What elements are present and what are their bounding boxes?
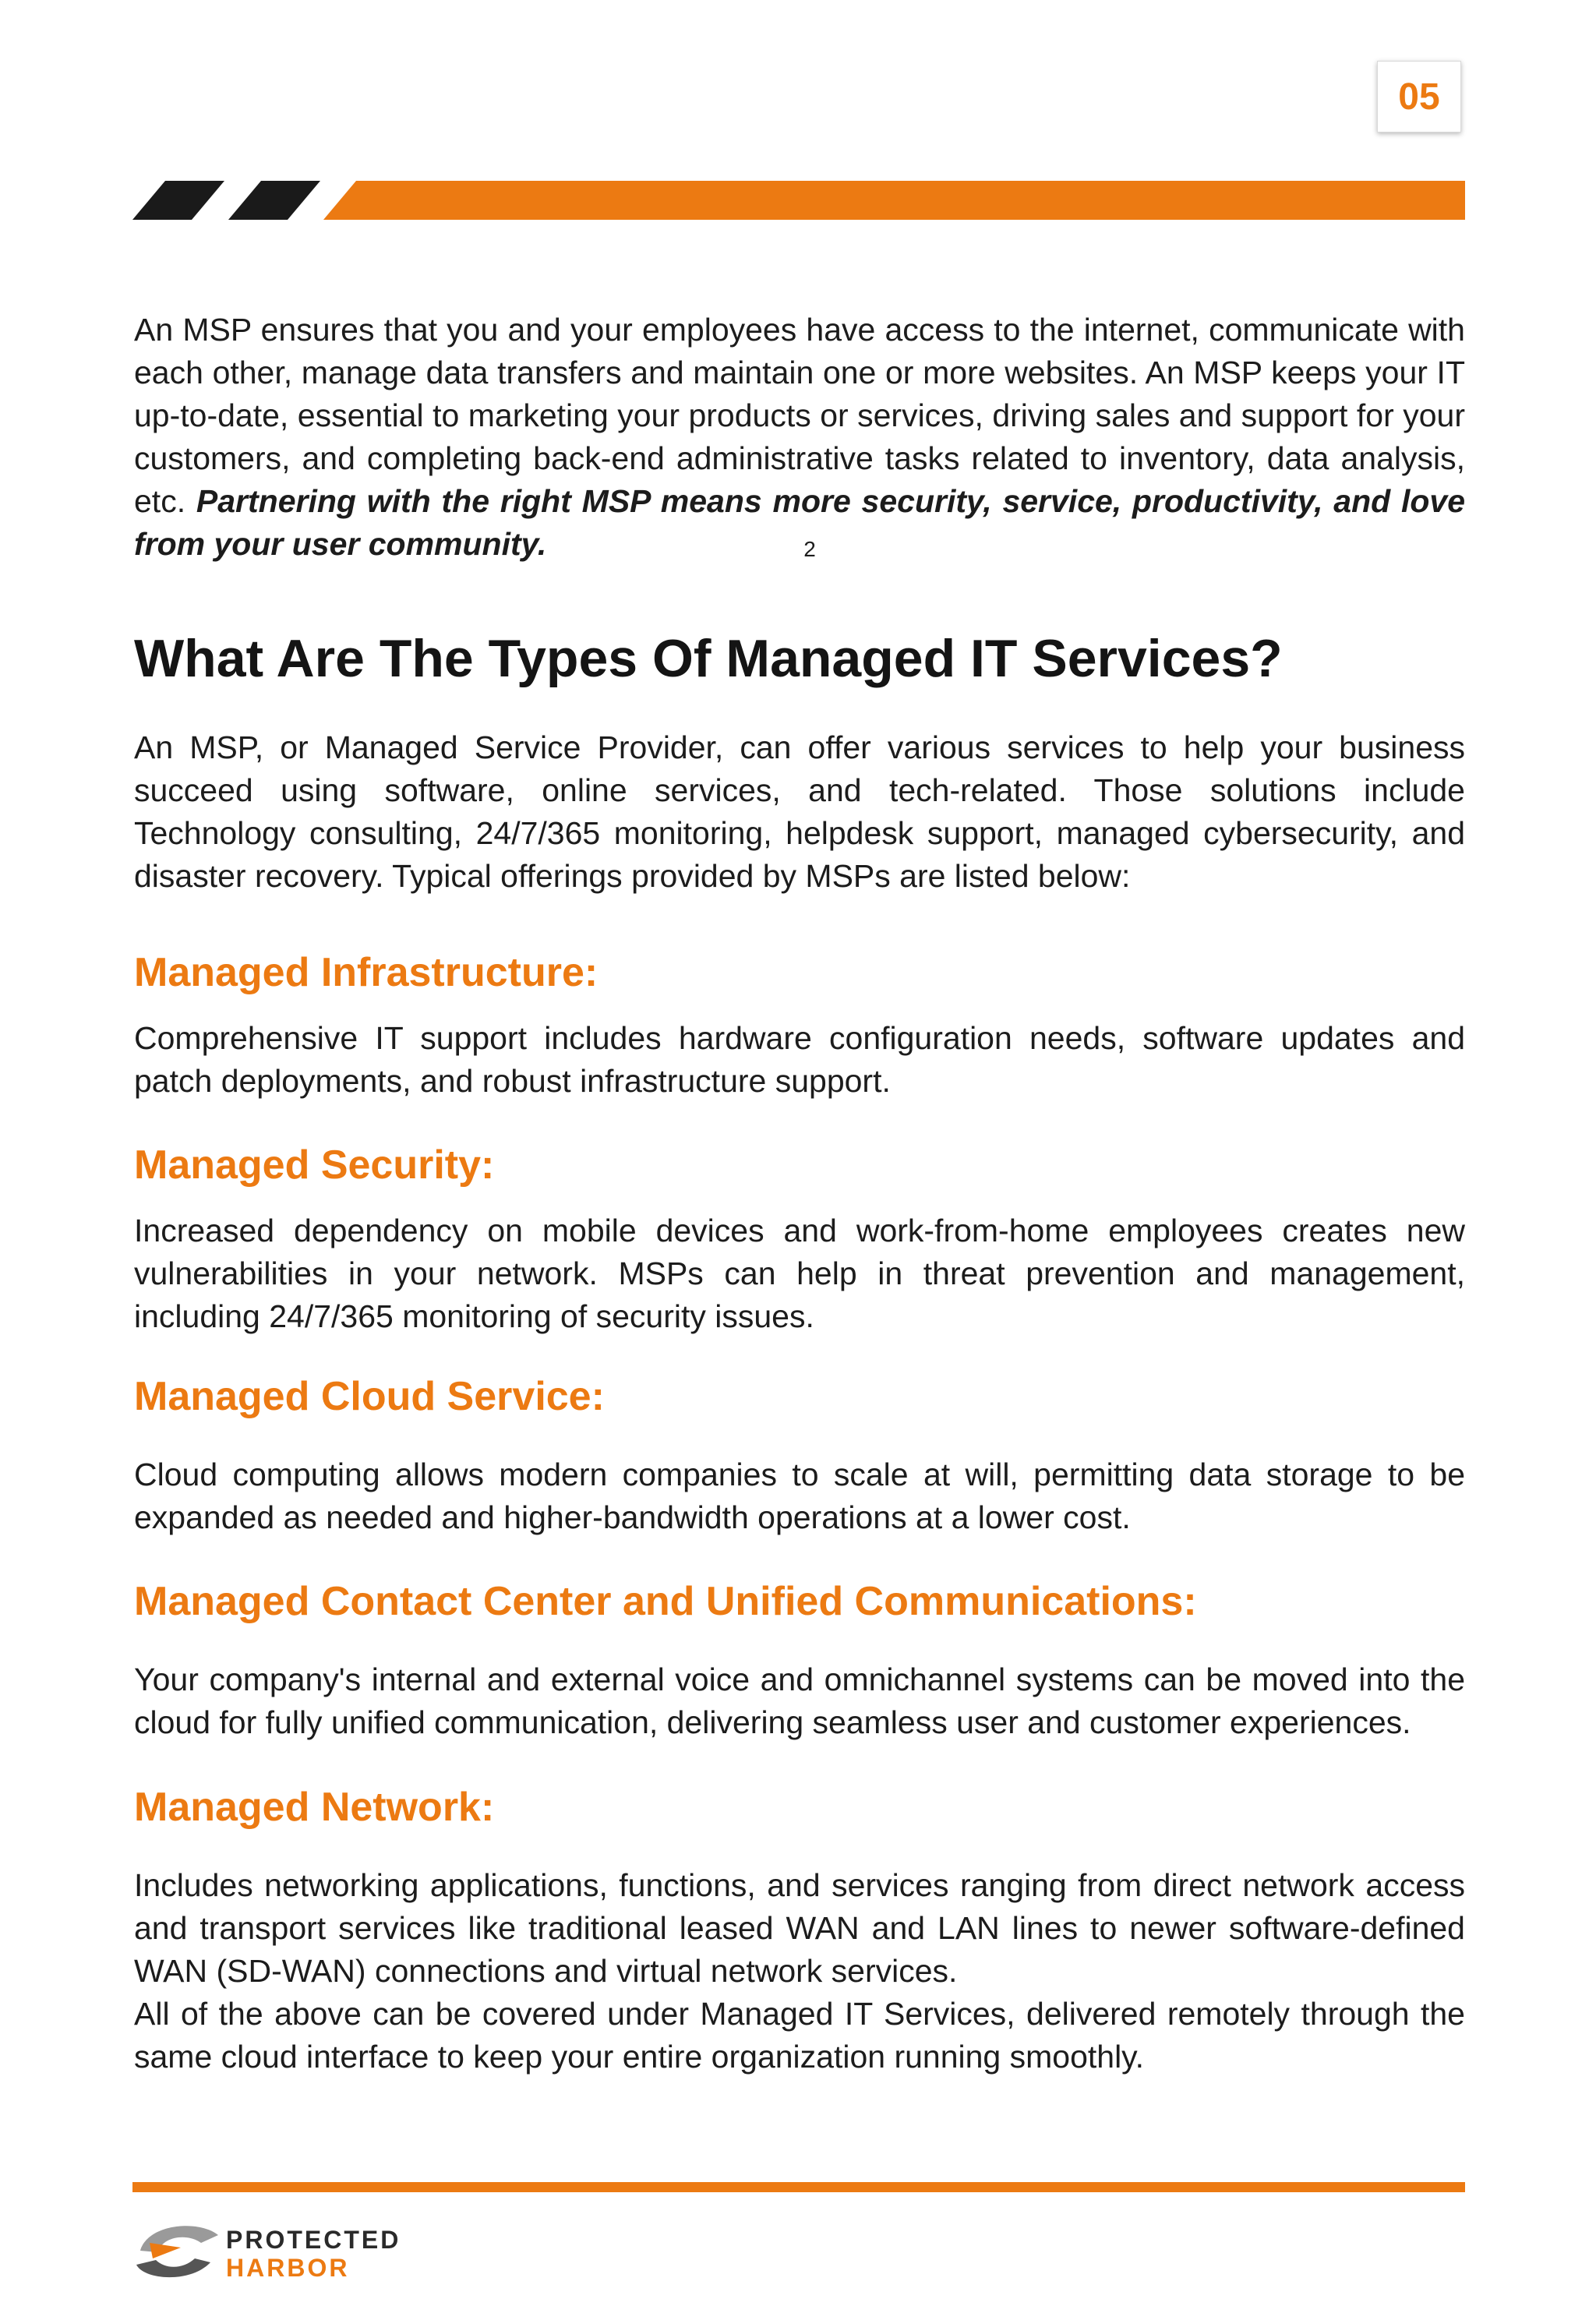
logo-text-line2: HARBOR: [226, 2254, 350, 2282]
service-text-infrastructure: Comprehensive IT support includes hardware configuration needs, software updates and patch deployments, and robust infrastructure support.: [134, 1020, 1465, 1099]
service-text-cloud: Cloud computing allows modern companies to scale at will, permitting data storage to be expanded as needed and higher-bandwidth operations at a lower cost.: [134, 1457, 1465, 1535]
intro-paragraph: [134, 309, 1465, 569]
section-title: What Are The Types Of Managed IT Services?: [134, 629, 1283, 688]
service-text-network-summary: All of the above can be covered under Managed IT Services, delivered remotely through the same cloud interface to keep your entire organization running smoothly.: [134, 1996, 1465, 2075]
service-title-cloud: Managed Cloud Service:: [134, 1374, 605, 1419]
service-infrastructure: [134, 1017, 1465, 1103]
header-stripe-orange: [323, 181, 1465, 220]
service-title-security: Managed Security:: [134, 1142, 495, 1188]
service-text-contact-center: Your company's internal and external voice and omnichannel systems can be moved into the cloud for fully unified communication, delivering seamless user and customer experiences.: [134, 1662, 1465, 1740]
service-security: [134, 1210, 1465, 1338]
service-title-infrastructure: Managed Infrastructure:: [134, 950, 598, 995]
header-stripe: [132, 181, 1465, 220]
page-number: 05: [1377, 61, 1461, 132]
service-title-contact-center: Managed Contact Center and Unified Communications:: [134, 1579, 1197, 1624]
header-stripe-dark-2: [228, 181, 320, 220]
section-intro-block: [134, 726, 1465, 898]
company-logo: [132, 2219, 401, 2282]
service-cloud: [134, 1453, 1465, 1539]
service-title-network: Managed Network:: [134, 1785, 495, 1830]
service-text-security: Increased dependency on mobile devices and work-from-home employees creates new vulnerabilities in your network. MSPs can help in threat prevention and management, including 24/7/365 monitoring of security issues.: [134, 1213, 1465, 1334]
footer-divider: [132, 2182, 1465, 2192]
service-contact-center: [134, 1658, 1465, 1744]
footnote-reference: 2: [803, 537, 816, 561]
intro-emphasis: Partnering with the right MSP means more security, service, productivity, and love from your user community.: [134, 483, 1466, 562]
section-intro: An MSP, or Managed Service Provider, can offer various services to help your business succeed using software, online services, and tech-related. Those solutions include Technology consulting, 24/7/365 monitoring, helpdesk support, managed cybersecurity, and disaster recovery. Typical offerings provided by MSPs are listed below:: [134, 729, 1465, 894]
intro-text: An MSP ensures that you and your employees have access to the internet, communicate with each other, manage data transfers and maintain one or more websites. An MSP keeps your IT up-to-date, essential to marketing your products or services, driving sales and support for your customers, and completing back-end administrative tasks related to inventory, data analysis, etc.: [134, 312, 1465, 519]
service-network: [134, 1864, 1465, 2078]
logo-text-line1: PROTECTED: [226, 2226, 401, 2254]
header-stripe-dark-1: [132, 181, 224, 220]
logo-mark-icon: [132, 2219, 222, 2282]
service-text-network: Includes networking applications, functions, and services ranging from direct network access and transport services like traditional leased WAN and LAN lines to newer software-defined WAN (SD-WAN) connections and virtual network services.: [134, 1867, 1465, 1989]
intro-block: [134, 309, 1465, 569]
